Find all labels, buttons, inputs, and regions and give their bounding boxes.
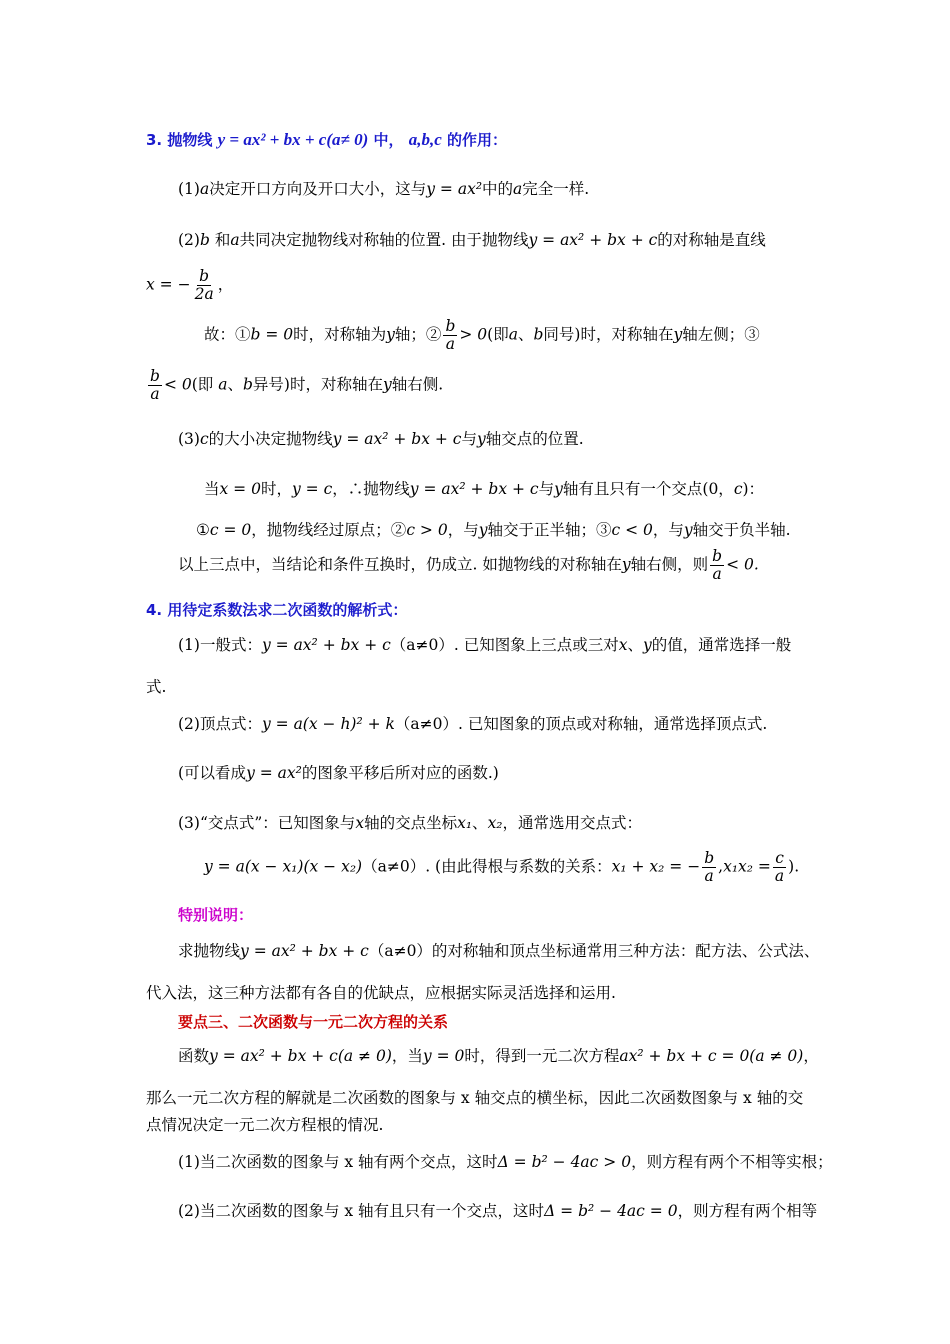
text: (1)当二次函数的图象与 x 轴有两个交点，这时: [178, 1153, 498, 1171]
math-equation: x = 0: [219, 480, 261, 498]
math-var: x₁: [457, 814, 473, 832]
numerator: c: [775, 849, 784, 867]
denominator: a: [712, 565, 722, 584]
denominator: a: [445, 335, 456, 354]
math-equation: x₁x₂ =: [723, 857, 771, 876]
math-equation: x₁ + x₂ = −: [611, 857, 701, 876]
section-4-heading: 4. 用待定系数法求二次函数的解析式：: [146, 601, 408, 619]
math-var: y: [621, 555, 631, 574]
text: ).: [788, 857, 800, 876]
text: 求抛物线: [178, 942, 241, 960]
text: 函数: [178, 1047, 210, 1065]
paragraph-3-2: [178, 231, 766, 250]
text: 的值，通常选择一般: [651, 636, 792, 654]
math-var: a: [218, 375, 228, 394]
text: ，抛物线经过原点；②: [251, 521, 407, 539]
math-var: y: [643, 636, 652, 654]
text: （a≠0）的对称轴和顶点坐标通常用三种方法：配方法、公式法、: [368, 942, 820, 960]
text: 轴；②: [394, 325, 442, 344]
math-equation: y = ax² + bx + c(a ≠ 0): [209, 1047, 392, 1065]
paragraph-5-1: [178, 942, 819, 961]
math-equation: < 0.: [726, 555, 759, 574]
text: （a≠0）. (由此得根与系数的关系：: [362, 857, 612, 876]
text: 轴交于负半轴.: [692, 521, 791, 539]
math-var: b: [533, 325, 544, 344]
text: 、: [517, 325, 534, 344]
math-equation: y = ax² + bx + c: [240, 942, 369, 960]
text: ，则方程有两个不相等实根；: [631, 1153, 833, 1171]
math-var: a: [508, 325, 518, 344]
math-var: x₂: [487, 814, 503, 832]
text: ，与: [447, 521, 479, 539]
text: ，: [217, 275, 234, 294]
math-equation: y = c: [291, 480, 333, 498]
text: (可以看成: [178, 764, 247, 782]
math-var: x: [355, 814, 365, 832]
paragraph-4-1-cont: 式.: [146, 678, 167, 696]
heading-equation: y = ax² + bx + c(a≠ 0): [217, 130, 369, 149]
paragraph-5-2: 代入法，这三种方法都有各自的优缺点，应根据实际灵活选择和运用.: [146, 984, 616, 1002]
numerator: b: [712, 547, 723, 565]
fraction-c-over-a: [773, 850, 786, 885]
text: (2)顶点式：: [178, 715, 262, 733]
text: (即: [191, 375, 214, 394]
denominator: a: [774, 867, 785, 886]
paragraph-4-3: [178, 764, 499, 783]
numerator: b: [199, 267, 210, 285]
math-equation: y = ax²: [246, 764, 302, 782]
paragraph-3-5: [178, 430, 584, 449]
math-equation: y = ax² + bx + c: [332, 430, 462, 448]
heading-suffix: 的作用：: [447, 131, 508, 149]
math-equation: c = 0: [209, 521, 252, 539]
text: (3)“交点式”：已知图象与: [178, 814, 356, 832]
text: ，则方程有两个相等: [677, 1202, 818, 1220]
math-var: x: [618, 636, 628, 654]
math-var: y: [478, 521, 488, 539]
paragraph-3-6: [204, 480, 764, 499]
text: 完全一样.: [522, 180, 590, 198]
text: 时，对称轴为: [293, 325, 387, 344]
math-equation: < 0: [163, 375, 192, 394]
text: (即: [487, 325, 509, 344]
math-equation: ax² + bx + c = 0(a ≠ 0): [619, 1047, 804, 1065]
math-equation: y = ax² + bx + c: [261, 636, 391, 654]
text: 故：①: [204, 325, 251, 344]
text: 同号)时，对称轴在: [543, 325, 674, 344]
text: ，当: [391, 1047, 423, 1065]
paragraph-6-1: [178, 1047, 819, 1066]
text: 的对称轴是直线: [657, 231, 766, 249]
paragraph-6-5: [178, 1202, 817, 1221]
math-equation: y = ax² + bx + c: [409, 480, 539, 498]
math-equation: y = 0: [422, 1047, 465, 1065]
math-equation: y = a(x − h)² + k: [261, 715, 395, 733]
math-var: a: [199, 180, 210, 198]
math-equation: y = ax² + bx + c: [528, 231, 658, 249]
text: 以上三点中，当结论和条件互换时，仍成立. 如抛物线的对称轴在: [178, 555, 622, 574]
text: 轴有且只有一个交点(0，: [562, 480, 734, 498]
math-equation: y = ax²: [426, 180, 483, 198]
text: 轴左侧；③: [682, 325, 760, 344]
text: ，与: [652, 521, 684, 539]
text: 决定开口方向及开口大小，这与: [209, 180, 427, 198]
paragraph-6-4: [178, 1153, 833, 1172]
paragraph-3-3: [204, 318, 760, 353]
text: 轴右侧.: [391, 375, 444, 394]
section-3-heading: [146, 130, 507, 150]
paragraph-4-2: [178, 715, 767, 734]
denominator: a: [150, 385, 160, 404]
paragraph-3-7: [196, 521, 791, 540]
text: 的大小决定抛物线: [208, 430, 333, 448]
paragraph-4-1: [178, 636, 791, 655]
text: (2)当二次函数的图象与 x 轴有且只有一个交点，这时: [178, 1202, 545, 1220]
text: 轴交于正半轴；③: [487, 521, 612, 539]
math-var: a: [513, 180, 523, 198]
math-var: y: [382, 375, 392, 394]
fraction-b-over-a: [710, 548, 724, 583]
math-var: y: [477, 430, 486, 448]
text: 共同决定抛物线对称轴的位置. 由于抛物线: [239, 231, 529, 249]
text: （a≠0）. 已知图象上三点或三对: [390, 636, 619, 654]
item-number: (1): [178, 180, 200, 198]
paragraph-3-4: [146, 368, 443, 403]
numerator: b: [704, 849, 715, 867]
math-equation: > 0: [459, 325, 488, 344]
text: ,: [718, 857, 724, 876]
text: 当: [204, 480, 220, 498]
paragraph-4-5: [204, 850, 799, 885]
text: 、: [627, 636, 644, 654]
text: 轴右侧，则: [630, 555, 709, 574]
text: 、: [472, 814, 488, 832]
special-note-heading: 特别说明：: [178, 906, 254, 924]
axis-formula: [146, 268, 233, 303]
text: 时，得到一元二次方程: [464, 1047, 620, 1065]
math-equation: Δ = b² − 4ac = 0: [544, 1202, 678, 1220]
text: 和: [214, 231, 231, 249]
text: 、: [227, 375, 243, 394]
paragraph-6-2: 那么一元二次方程的解就是二次函数的图象与 x 轴交点的横坐标，因此二次函数图象与 x 轴的交: [146, 1089, 804, 1107]
heading-prefix: 3. 抛物线: [146, 131, 213, 149]
text: 与: [461, 430, 478, 448]
fraction-b-over-a: [148, 368, 162, 403]
text: （a≠0）. 已知图象的顶点或对称轴，通常选择顶点式.: [394, 715, 768, 733]
paragraph-3-8: [178, 548, 759, 583]
numerator: b: [150, 367, 160, 385]
math-equation: c < 0: [611, 521, 653, 539]
text: 时，: [260, 480, 292, 498]
denominator: 2a: [194, 285, 214, 304]
math-var: b: [242, 375, 253, 394]
heading-variables: a,b,c: [408, 130, 442, 149]
paragraph-3-1: [178, 180, 589, 199]
text: 的图象平移后所对应的函数.): [301, 764, 499, 782]
paragraph-6-3: 点情况决定一元二次方程根的情况.: [146, 1116, 384, 1134]
fraction-b-over-a: [702, 850, 716, 885]
text: ，: [803, 1047, 819, 1065]
text: ，∴抛物线: [332, 480, 410, 498]
heading-mid: 中，: [373, 131, 404, 149]
fraction-b-over-2a: [193, 268, 216, 303]
math-var: c: [733, 480, 743, 498]
text: )：: [742, 480, 765, 498]
math-equation: c > 0: [406, 521, 448, 539]
math-var: a: [230, 231, 240, 249]
math-var: c: [199, 430, 209, 448]
text: 轴的交点坐标: [364, 814, 458, 832]
denominator: a: [704, 867, 714, 886]
math-var: b: [199, 231, 210, 249]
math-equation: b = 0: [250, 325, 294, 344]
numerator: b: [445, 317, 456, 335]
text: 与: [538, 480, 555, 498]
text: (1)一般式：: [178, 636, 262, 654]
text: ，通常选用交点式：: [502, 814, 643, 832]
item-number: (2): [178, 231, 200, 249]
math-equation: x = −: [146, 275, 191, 294]
text: ①: [196, 521, 210, 539]
fraction-b-over-a: [443, 318, 457, 353]
text: 轴交点的位置.: [485, 430, 584, 448]
text: 中的: [482, 180, 514, 198]
paragraph-4-4: [178, 814, 642, 833]
math-var: y: [683, 521, 693, 539]
math-var: y: [386, 325, 395, 344]
math-equation: Δ = b² − 4ac > 0: [497, 1153, 632, 1171]
math-var: y: [554, 480, 563, 498]
math-equation: y = a(x − x₁)(x − x₂): [204, 857, 363, 876]
math-var: y: [673, 325, 683, 344]
key-point-3-heading: 要点三、二次函数与一元二次方程的关系: [178, 1013, 449, 1031]
item-number: (3): [178, 430, 200, 448]
text: 异号)时，对称轴在: [252, 375, 383, 394]
